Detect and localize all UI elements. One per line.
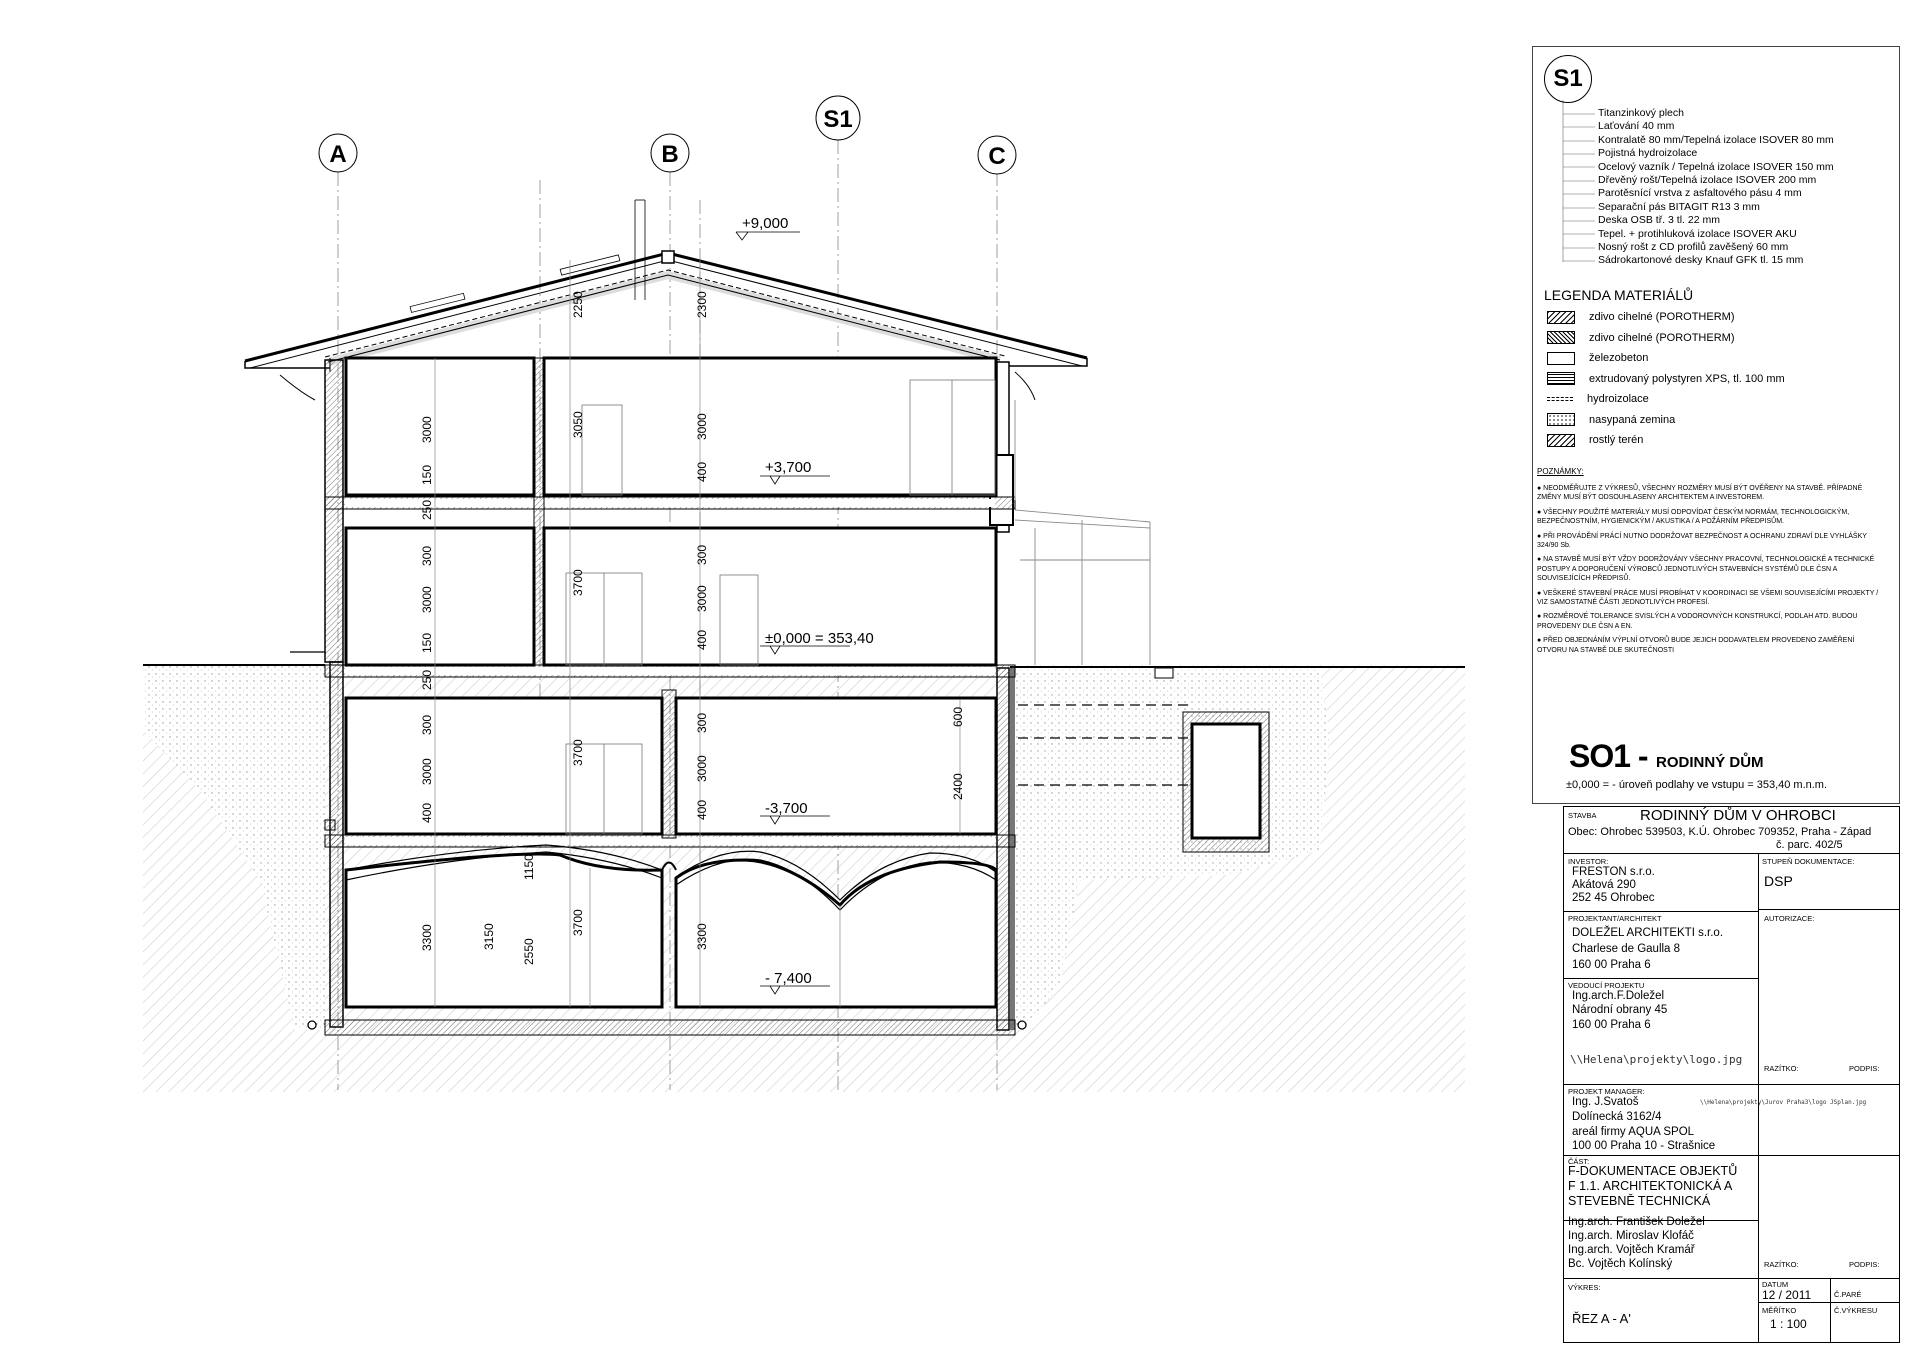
vykres-label: VÝKRES:: [1568, 1283, 1601, 1292]
note-item: ● NEODMĚŘUJTE Z VÝKRESŮ, VŠECHNY ROZMĚRY MUSÍ BÝT OVĚŘENY NA STAVBĚ. PŘÍPADNÉ ZMĚNY MUSÍ BÝT ODSOUHLASENY ARCHITEKTEM A INVESTOREM.: [1537, 485, 1863, 502]
dim-left-6: 150: [420, 632, 434, 653]
cpare-label: Č.PARÉ: [1834, 1290, 1862, 1299]
s1-layer-list: [1598, 107, 1834, 268]
projektant-line: 160 00 Praha 6: [1572, 959, 1651, 971]
layer-item: Laťování 40 mm: [1598, 120, 1675, 133]
grid-label-c: C: [988, 143, 1006, 170]
dim-left-5: 3000: [420, 586, 434, 613]
dim-b-9: 400: [695, 799, 709, 820]
dim-left-9: 3000: [420, 758, 434, 785]
dim-b-7: 300: [695, 712, 709, 733]
legend-item: nasypaná zemina: [1547, 410, 1785, 431]
dim-mid-6: 3700: [571, 909, 585, 936]
layer-item: Parotěsnící vrstva z asfaltového pásu 4 mm: [1598, 187, 1802, 200]
layer-item: Pojistná hydroizolace: [1598, 147, 1698, 160]
layer-item: Dřevěný rošt/Tepelná izolace ISOVER 200 mm: [1598, 174, 1817, 187]
investor-line: FRESTON s.r.o.: [1572, 866, 1655, 878]
meritko: 1 : 100: [1770, 1317, 1807, 1331]
stupen-label: STUPEŇ DOKUMENTACE:: [1762, 857, 1855, 866]
datum: 12 / 2011: [1762, 1288, 1812, 1302]
layer-item: Sádrokartonové desky Knauf GFK tl. 15 mm: [1598, 254, 1804, 267]
grid-label-s1: S1: [823, 106, 853, 133]
projektant-label: PROJEKTANT/ARCHITEKT: [1568, 914, 1662, 923]
dim-b-1: 2300: [695, 291, 709, 318]
stupen: DSP: [1764, 873, 1793, 889]
manager-line: Dolínecká 3162/4: [1572, 1111, 1662, 1123]
legend-item: rostlý terén: [1547, 430, 1785, 451]
vedouci-line: 160 00 Praha 6: [1572, 1019, 1651, 1031]
swatch-icon: [1547, 352, 1575, 365]
manager-line: areál firmy AQUA SPOL: [1572, 1126, 1695, 1138]
author-line: Bc. Vojtěch Kolínský: [1568, 1258, 1673, 1270]
dim-right-1: 600: [951, 706, 965, 727]
project-name: RODINNÝ DŮM: [1656, 754, 1764, 771]
vedouci-label: VEDOUCÍ PROJEKTU: [1568, 981, 1645, 990]
projektant-line: DOLEŽEL ARCHITEKTI s.r.o.: [1572, 927, 1724, 939]
dim-b-3: 400: [695, 461, 709, 482]
legend-item: zdivo cihelné (POROTHERM): [1547, 328, 1785, 349]
investor-line: Akátová 290: [1572, 879, 1636, 891]
note-item: ● PŘI PROVÁDĚNÍ PRÁCÍ NUTNO DODRŽOVAT BEZPEČNOST A OCHRANU ZDRAVÍ DLE VYHLÁŠKY 324/90 Sb.: [1537, 532, 1867, 550]
dim-left-3: 250: [420, 499, 434, 520]
dim-b-10: 3300: [695, 923, 709, 950]
swatch-icon: [1547, 413, 1575, 426]
dim-left-12: 3150: [482, 923, 496, 950]
swatch-icon: [1547, 397, 1573, 401]
dim-mid-3: 3700: [571, 569, 585, 596]
dim-mid-1: 2250: [571, 291, 585, 318]
layer-item: Nosný rošt z CD profilů zavěšený 60 mm: [1598, 241, 1789, 254]
layer-item: Titanzinkový plech: [1598, 107, 1684, 119]
note-item: ● PŘED OBJEDNÁNÍM VÝPLNÍ OTVORŮ BUDE JEJICH DODAVATELEM PROVEDENO ZAMĚŘENÍ OTVORU NA STAVBĚ DLE SKUTEČNOSTI: [1537, 637, 1855, 654]
datum-label: DATUM: [1762, 1280, 1789, 1289]
grid-label-b: B: [661, 141, 679, 168]
legend-item: hydroizolace: [1547, 389, 1785, 410]
manager-label: PROJEKT MANAGER:: [1568, 1087, 1645, 1096]
projektant-line: Charlese de Gaulla 8: [1572, 943, 1681, 955]
investor-line: 252 45 Ohrobec: [1572, 892, 1655, 904]
project-title: [1569, 738, 1764, 775]
investor-label: INVESTOR:: [1568, 857, 1609, 866]
dim-left-1: 3000: [420, 416, 434, 443]
meritko-label: MĚŘÍTKO: [1762, 1306, 1797, 1315]
dim-b-4: 300: [695, 544, 709, 565]
project-subline: ±0,000 = - úroveň podlahy ve vstupu = 353,40 m.n.m.: [1566, 779, 1828, 791]
note-item: ● ROZMĚROVÉ TOLERANCE SVISLÝCH A VODOROVNÝCH KONSTRUKCÍ, PODLAH ATD. BUDOU PROVEDENY DLE ČSN A EN.: [1537, 613, 1858, 630]
obec: Obec: Ohrobec 539503, K.Ú. Ohrobec 709352, Praha - Západ: [1568, 826, 1872, 838]
swatch-icon: [1547, 372, 1575, 385]
author-line: Ing.arch. František Doležel: [1568, 1216, 1705, 1228]
stavba-name: RODINNÝ DŮM V OHROBCI: [1640, 807, 1836, 824]
dim-b-2: 3000: [695, 413, 709, 440]
s1-badge: S1: [1544, 55, 1592, 103]
cast-line: F-DOKUMENTACE OBJEKTŮ: [1568, 1164, 1738, 1178]
dim-mid-5: 1150: [522, 854, 536, 880]
razitko-label: RAZÍTKO:: [1764, 1064, 1799, 1073]
dim-left-10: 400: [420, 802, 434, 823]
layer-item: Separační pás BITAGIT R13 3 mm: [1598, 200, 1760, 213]
layer-item: Ocelový vazník / Tepelná izolace ISOVER 150 mm: [1598, 160, 1834, 173]
note-item: ● VEŠKERÉ STAVEBNÍ PRÁCE MUSÍ PROBÍHAT V KOORDINACI SE VŠEMI SOUVISEJÍCÍMI PROJEKTY / VIZ SAMOSTATNÉ ČÁSTI JEDNOTLIVÝCH PROFESÍ.: [1537, 589, 1879, 607]
terrace: [1015, 400, 1150, 665]
parcela: č. parc. 402/5: [1776, 839, 1843, 851]
dim-left-11: 3300: [420, 924, 434, 951]
dim-mid-2: 3050: [571, 411, 585, 438]
logo-path: \\Helena\projekty\logo.jpg: [1570, 1053, 1743, 1066]
note-item: ● VŠECHNY POUŽITÉ MATERIÁLY MUSÍ ODPOVÍDAT ČESKÝM NORMÁM, TECHNOLOGICKÝM, BEZPEČNOSTNÍM, HYGIENICKÝM / AKUSTIKA / A POŽÁRNÍM PŘEDPISŮM.: [1537, 508, 1850, 526]
layer-item: Deska OSB tř. 3 tl. 22 mm: [1598, 214, 1720, 227]
swatch-icon: [1547, 311, 1575, 324]
dim-left-13: 2550: [522, 938, 536, 965]
podpis-label-2: PODPIS:: [1849, 1260, 1880, 1269]
stavba-label: STAVBA: [1568, 811, 1597, 820]
dim-mid-4: 3700: [571, 739, 585, 766]
razitko-label-2: RAZÍTKO:: [1764, 1260, 1799, 1269]
elevation-base1: -3,700: [765, 800, 808, 817]
layer-item: Kontralatě 80 mm/Tepelná izolace ISOVER 80 mm: [1598, 133, 1834, 146]
dim-b-6: 400: [695, 629, 709, 650]
cast-line: STEVEBNĚ TECHNICKÁ: [1568, 1194, 1711, 1208]
grid-label-a: A: [329, 141, 347, 168]
elevation-base2: - 7,400: [765, 970, 812, 987]
manager-line: 100 00 Praha 10 - Strašnice: [1572, 1140, 1716, 1152]
cast-label: ČÁST:: [1568, 1157, 1590, 1166]
dim-b-8: 3000: [695, 755, 709, 782]
elevation-floor1: +3,700: [765, 459, 812, 476]
legend-item: železobeton: [1547, 348, 1785, 369]
cvykresu-label: Č.VÝKRESU: [1834, 1306, 1878, 1315]
vedouci-line: Národní obrany 45: [1572, 1004, 1668, 1016]
dim-left-7: 250: [420, 669, 434, 690]
legend-item: extrudovaný polystyren XPS, tl. 100 mm: [1547, 369, 1785, 390]
grid-heads: [319, 96, 1016, 174]
cast-line: F 1.1. ARCHITEKTONICKÁ A: [1568, 1179, 1733, 1193]
dim-b-5: 3000: [695, 585, 709, 612]
dim-left-4: 300: [420, 545, 434, 566]
manager-logo-path: \\Helena\projekty\Jurov Praha3\logo JSplan.jpg: [1700, 1099, 1867, 1106]
elevation-roof-label: +9,000: [742, 215, 789, 232]
autorizace-label: AUTORIZACE:: [1764, 914, 1815, 923]
note-item: ● NA STAVBĚ MUSÍ BÝT VŽDY DODRŽOVÁNY VŠECHNY PRACOVNÍ, TECHNOLOGICKÉ A TECHNICKÉ POSTUPY A DOPORUČENÍ VÝROBCŮ JEDNOTLIVÝCH STAVEBNÍCH SYSTÉMŮ DLE ČSN A SOUVISEJÍCÍCH PŘEDPISŮ.: [1537, 556, 1875, 583]
dim-left-2: 150: [420, 464, 434, 485]
notes-title: POZNÁMKY:: [1537, 467, 1584, 476]
legend-title: LEGENDA MATERIÁLŮ: [1544, 287, 1694, 303]
layer-item: Tepel. + protihluková izolace ISOVER AKU: [1598, 227, 1797, 240]
elevation-roof: [736, 232, 800, 240]
author-line: Ing.arch. Miroslav Klofáč: [1568, 1230, 1694, 1242]
dim-right-2: 2400: [951, 773, 965, 800]
elevation-ground: ±0,000 = 353,40: [765, 630, 874, 647]
author-line: Ing.arch. Vojtěch Kramář: [1568, 1244, 1695, 1256]
vykres: ŘEZ A - A': [1572, 1311, 1631, 1326]
dim-left-8: 300: [420, 714, 434, 735]
swatch-icon: [1547, 331, 1575, 344]
podpis-label: PODPIS:: [1849, 1064, 1880, 1073]
swatch-icon: [1547, 434, 1575, 447]
project-code: SO1 -: [1569, 738, 1648, 774]
legend-list: [1547, 307, 1785, 451]
notes-list: [1537, 484, 1885, 660]
vedouci-line: Ing.arch.F.Doležel: [1572, 990, 1665, 1002]
manager-line: Ing. J.Svatoš: [1572, 1096, 1639, 1108]
legend-item: zdivo cihelné (POROTHERM): [1547, 307, 1785, 328]
